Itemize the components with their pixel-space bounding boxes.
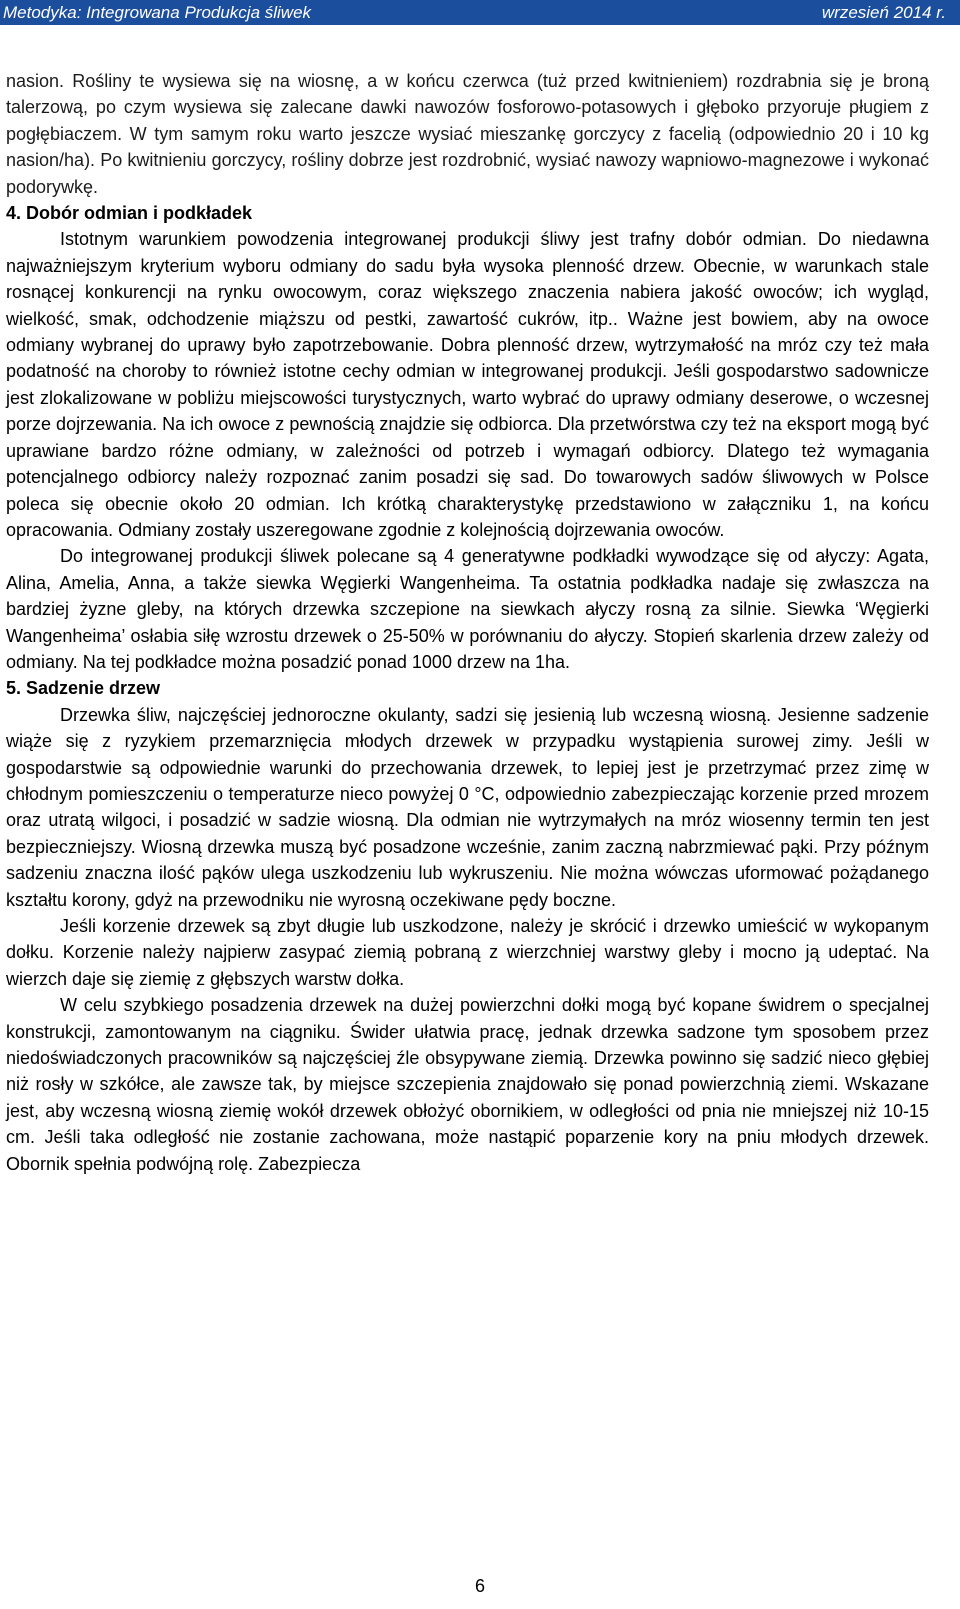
header-document-title: Metodyka: Integrowana Produkcja śliwek (3, 3, 312, 22)
section-heading-5: 5. Sadzenie drzew (6, 678, 161, 699)
paragraph-termin-sadzenia: Drzewka śliw, najczęściej jednoroczne okulanty, sadzi się jesienią lub wczesną wiosną. Jesienne sadzenie wiąże się z ryzykiem przemarznięcia młodych drzewek w przypadku wystąpienia surowej zimy. Jeśli w gospodarstwie są odpowiednie warunki do przechowania drzewek, to lepiej jest je przetrzymać przez zimę w chłodnym pomieszczeniu o temperaturze nieco powyżej 0 °C, odpowiednio zabezpieczając korzenie przed mrozem oraz utratą wilgoci, i posadzić w sadzie wiosną. Dla odmian nie wytrzymałych na mróz wiosenny termin ten jest bezpieczniejszy. Wiosną drzewka muszą być posadzone wcześnie, zanim zaczną nabrzmiewać pąki. Przy późnym sadzeniu znaczna ilość pąków ulega uszkodzeniu lub wykruszeniu. Nie można wówczas uformować pożądanego kształtu korony, gdyż na przewodniku nie wyrosną oczekiwane pędy boczne. (6, 704, 929, 910)
document-body (6, 68, 929, 1177)
paragraph-swider-obornik: W celu szybkiego posadzenia drzewek na dużej powierzchni dołki mogą być kopane świdrem o specjalnej konstrukcji, zamontowanym na ciągniku. Świder ułatwia pracę, jednak drzewka sadzone tym sposobem przez niedoświadczonych pracowników są najczęściej źle obsypywane ziemią. Drzewka powinno się sadzić nieco głębiej niż rosły w szkółce, ale zawsze tak, by miejsce szczepienia znajdowało się ponad powierzchnią ziemi. Wskazane jest, aby wczesną wiosną ziemię wokół drzewek obłożyć obornikiem, w odległości od pnia nie mniejszej niż 10-15 cm. Jeśli taka odległość nie zostanie zachowana, może nastąpić poparzenie kory na pniu młodych drzewek. Obornik spełnia podwójną rolę. Zabezpiecza (6, 995, 929, 1174)
paragraph-continuation: nasion. Rośliny te wysiewa się na wiosnę, a w końcu czerwca (tuż przed kwitnieniem) rozdrabnia się je broną talerzową, po czym wysiewa się zalecane dawki nawozów fosforowo-potasowych i głęboko przyoruje pługiem z pogłębiaczem. W tym samym roku warto jeszcze wysiać mieszankę gorczycy z facelią (odpowiednio 20 i 10 kg nasion/ha). Po kwitnieniu gorczycy, rośliny dobrze jest rozdrobnić, wysiać nawozy wapniowo-magnezowe i wykonać podorywkę. (6, 71, 929, 197)
page-number: 6 (474, 1576, 485, 1596)
header-date: wrzesień 2014 r. (821, 3, 946, 22)
page-header (0, 0, 960, 25)
paragraph-odmiany: Istotnym warunkiem powodzenia integrowanej produkcji śliwy jest trafny dobór odmian. Do niedawna najważniejszym kryterium wyboru odmiany do sadu była wysoka plenność drzew. Obecnie, w warunkach stale rosnącej konkurencji na rynku owocowym, coraz większego znaczenia nabiera jakość owoców; ich wygląd, wielkość, smak, odchodzenie miąższu od pestki, zawartość cukrów, itp.. Ważne jest bowiem, aby na owoce odmiany wybranej do uprawy było zapotrzebowanie. Dobra plenność drzew, wytrzymałość na mróz czy też mała podatność na choroby to również istotne cechy odmian w integrowanej produkcji. Jeśli gospodarstwo sadownicze jest zlokalizowane w pobliżu miejscowości turystycznych, warto wybrać do uprawy odmiany deserowe, o wczesnej porze dojrzewania. Na ich owoce z pewnością znajdzie się odbiorca. Dla przetwórstwa czy też na eksport mogą być uprawiane bardzo różne odmiany, w zależności od potrzeb i wymagań odbiorcy. Dlatego też wymagania potencjalnego odbiorcy należy rozpoznać zanim posadzi się sad. Do towarowych sadów śliwowych w Polsce poleca się obecnie około 20 odmian. Ich krótką charakterystykę przedstawiono w załączniku 1, na końcu opracowania. Odmiany zostały uszeregowane zgodnie z kolejnością dojrzewania owoców. (6, 229, 929, 540)
section-heading-4: 4. Dobór odmian i podkładek (6, 203, 253, 224)
paragraph-korzenie: Jeśli korzenie drzewek są zbyt długie lub uszkodzone, należy je skrócić i drzewko umieścić w wykopanym dołku. Korzenie należy najpierw zasypać ziemią pobraną z wierzchniej warstwy gleby i mocno ją udeptać. Na wierzch daje się ziemię z głębszych warstw dołka. (6, 916, 929, 989)
paragraph-podkladki: Do integrowanej produkcji śliwek polecane są 4 generatywne podkładki wywodzące się od ałyczy: Agata, Alina, Amelia, Anna, a także siewka Węgierki Wangenheima. Ta ostatnia podkładka nadaje się zwłaszcza na bardziej żyzne gleby, na których drzewka szczepione na siewkach ałyczy rosną za silnie. Siewka ‘Węgierki Wangenheima’ osłabia siłę wzrostu drzewek o 25-50% w porównaniu do ałyczy. Stopień skarlenia drzew zależy od odmiany. Na tej podkładce można posadzić ponad 1000 drzew na 1ha. (6, 546, 929, 672)
